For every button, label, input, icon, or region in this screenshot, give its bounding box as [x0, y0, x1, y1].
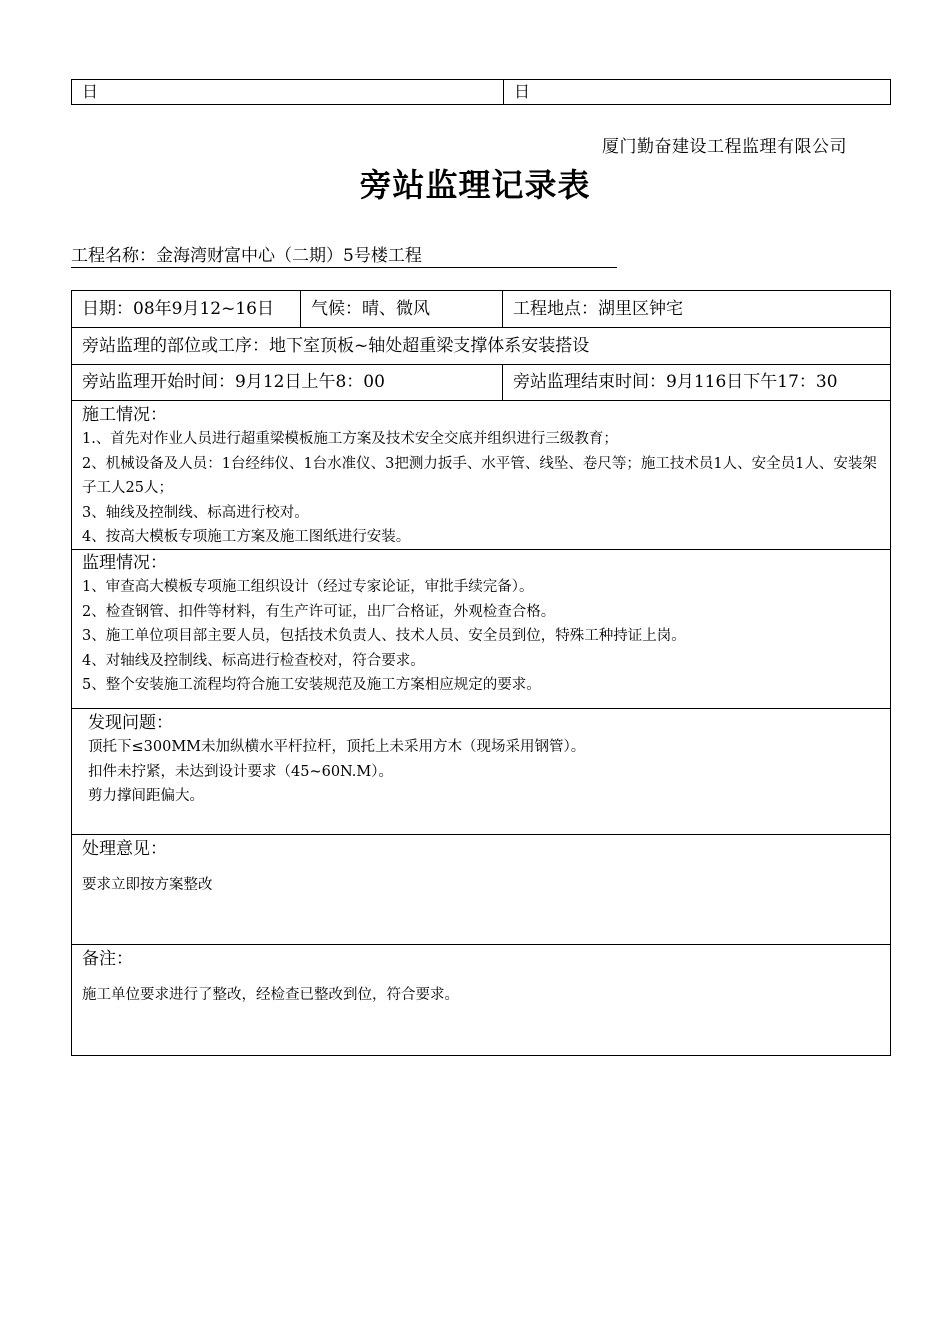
handling-title: 处理意见： — [82, 839, 167, 859]
construction-item: 3、轴线及控制线、标高进行校对。 — [82, 504, 309, 521]
problem-item: 扣件未拧紧，未达到设计要求（45~60N.M）。 — [88, 763, 394, 780]
remarks-content — [72, 945, 890, 1055]
problems-section — [72, 709, 890, 835]
construction-item: 4、按高大模板专项施工方案及施工图纸进行安装。 — [82, 529, 411, 545]
construction-item: 1.、首先对作业人员进行超重梁模板施工方案及技术安全交底并组织进行三级教育； — [82, 431, 618, 447]
info-row-1 — [72, 291, 890, 328]
part-cell: 旁站监理的部位或工序：地下室顶板~轴处超重梁支撑体系安装搭设 — [82, 336, 590, 356]
supervision-item: 3、施工单位项目部主要人员，包括技术负责人、技术人员、安全员到位，特殊工种持证上岗。 — [82, 628, 686, 644]
date-cell: 日期：08年9月12~16日 — [72, 291, 301, 327]
project-name: 工程名称：金海湾财富中心（二期）5号楼工程 — [71, 245, 617, 268]
construction-section — [72, 401, 890, 550]
company-name: 厦门勤奋建设工程监理有限公司 — [602, 137, 847, 157]
record-table — [71, 290, 891, 1056]
handling-content — [72, 835, 890, 944]
top-date-left: 日 — [72, 80, 504, 104]
weather-cell: 气候：晴、微风 — [301, 291, 503, 327]
construction-content — [72, 401, 890, 549]
supervision-item: 2、检查钢管、扣件等材料，有生产许可证，出厂合格证，外观检查合格。 — [82, 603, 556, 620]
supervision-item: 5、整个安装施工流程均符合施工安装规范及施工方案相应规定的要求。 — [82, 677, 541, 693]
construction-item: 2、机械设备及人员：1台经纬仪、1台水准仪、3把测力扳手、水平管、线坠、卷尺等；施工技术员1人、安全员1人、安装架子工人25人； — [82, 455, 877, 496]
top-date-right: 日 — [514, 82, 531, 101]
problems-title: 发现问题： — [88, 713, 173, 733]
remarks-title: 备注： — [82, 949, 133, 969]
start-time-cell: 旁站监理开始时间：9月12日上午8：00 — [72, 365, 503, 400]
remarks-section — [72, 945, 890, 1055]
problems-content — [72, 709, 890, 834]
construction-title: 施工情况： — [82, 405, 167, 425]
end-time-cell: 旁站监理结束时间：9月116日下午17：30 — [513, 372, 838, 392]
problem-item: 剪力撑间距偏大。 — [88, 788, 204, 804]
location-cell: 工程地点：湖里区钟宅 — [513, 299, 683, 319]
supervision-item: 4、对轴线及控制线、标高进行检查校对，符合要求。 — [82, 652, 425, 669]
handling-text: 要求立即按方案整改 — [82, 877, 213, 893]
supervision-content — [72, 550, 890, 708]
supervision-section — [72, 550, 890, 709]
supervision-item: 1、审查高大模板专项施工组织设计（经过专家论证，审批手续完备）。 — [82, 579, 534, 595]
info-row-2 — [72, 328, 890, 365]
handling-section — [72, 835, 890, 945]
remarks-text: 施工单位要求进行了整改，经检查已整改到位，符合要求。 — [82, 987, 459, 1003]
supervision-title: 监理情况： — [82, 553, 167, 573]
info-row-3 — [72, 365, 890, 401]
top-signature-row — [71, 79, 891, 105]
page-title: 旁站监理记录表 — [359, 166, 591, 204]
problem-item: 顶托下≤300MM未加纵横水平杆拉杆，顶托上未采用方木（现场采用钢管）。 — [88, 739, 586, 755]
